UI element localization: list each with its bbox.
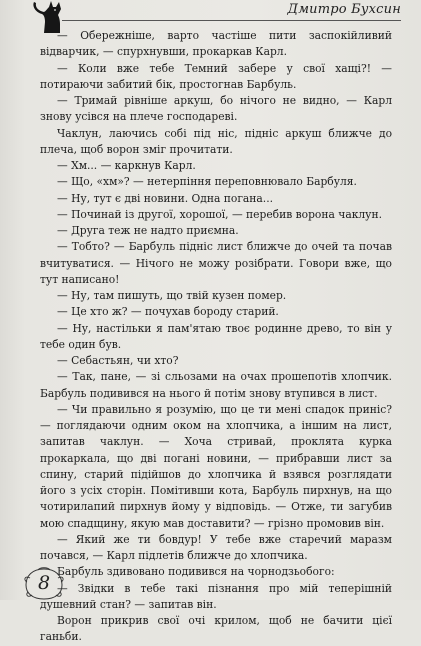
- paragraph: — Ну, там пишуть, що твій кузен помер.: [57, 289, 287, 302]
- paragraph: Барбуль здивовано подивився на чорнодзьобого:: [57, 565, 335, 579]
- paragraph: — Так, пане, — зі сльозами на очах прошепотів хлопчик. Барбуль подивився на нього й потім знову втупився в лист.: [40, 370, 392, 400]
- paragraph: Ворон прикрив свої очі крилом, щоб не бачити цієї ганьби.: [40, 614, 392, 644]
- paragraph: — Ну, настільки я пам'ятаю твоє родинне древо, то він у тебе один був.: [40, 321, 392, 351]
- body-text: [40, 28, 392, 646]
- paragraph: — Друга теж не надто приємна.: [57, 224, 239, 237]
- paragraph: — Який же ти бовдур! У тебе вже старечий маразм почався, — Карл підлетів ближче до хлопчика.: [40, 532, 392, 562]
- paragraph: — Це хто ж? — почухав бороду старий.: [57, 305, 279, 319]
- paragraph: Чаклун, лаючись собі під ніс, підніс аркуш ближче до плеча, щоб ворон зміг прочитати.: [40, 126, 392, 156]
- paragraph: — Що, «хм»? — нетерпіння переповнювало Барбуля.: [57, 175, 357, 189]
- paragraph: — Обережніше, варто частіше пити заспокійливий відварчик, — спурхнувши, прокаркав Карл.: [40, 29, 392, 59]
- paragraph: — Чи правильно я розумію, що це ти мені спадок приніс? — поглядаючи одним оком на хлопчика, а іншим на лист, запитав чаклун. — Хоча стривай, проклята курка прокаркала, що дві погані новини, — прибравши лист за спину, старий підійшов до хлопчика й взявся розглядати його з усіх сторін. Помітивши кота, Барбуль пирхнув, на що чотирилапий пирхнув йому у відповідь. — Отже, ти загубив мою спадщину, якую мав доставити? — грізно промовив він.: [40, 402, 392, 530]
- paragraph: — Тобто? — Барбуль підніс лист ближче до очей та почав вчитуватися. — Нічого не можу розібрати. Говори вже, що тут написано!: [40, 240, 392, 286]
- paragraph: — Звідки в тебе такі пізнання про мій теперішній душевний стан? — запитав він.: [40, 581, 392, 611]
- paragraph: — Коли вже тебе Темний забере у свої хащі?! — потираючи забитий бік, простогнав Барбуль.: [40, 61, 392, 91]
- paragraph: — Ну, тут є дві новини. Одна погана...: [57, 191, 273, 205]
- paragraph: — Хм... — каркнув Карл.: [57, 159, 196, 172]
- paragraph: — Тримай рівніше аркуш, бо нічого не видно, — Карл знову усівся на плече господареві.: [40, 94, 392, 124]
- page-number: 8: [37, 572, 51, 594]
- running-head: Дмитро Бухсин: [287, 2, 401, 17]
- paragraph: — Себастьян, чи хто?: [57, 354, 179, 367]
- header-rule: [62, 20, 401, 21]
- paragraph: — Починай із другої, хорошої, — перебив ворона чаклун.: [57, 207, 382, 221]
